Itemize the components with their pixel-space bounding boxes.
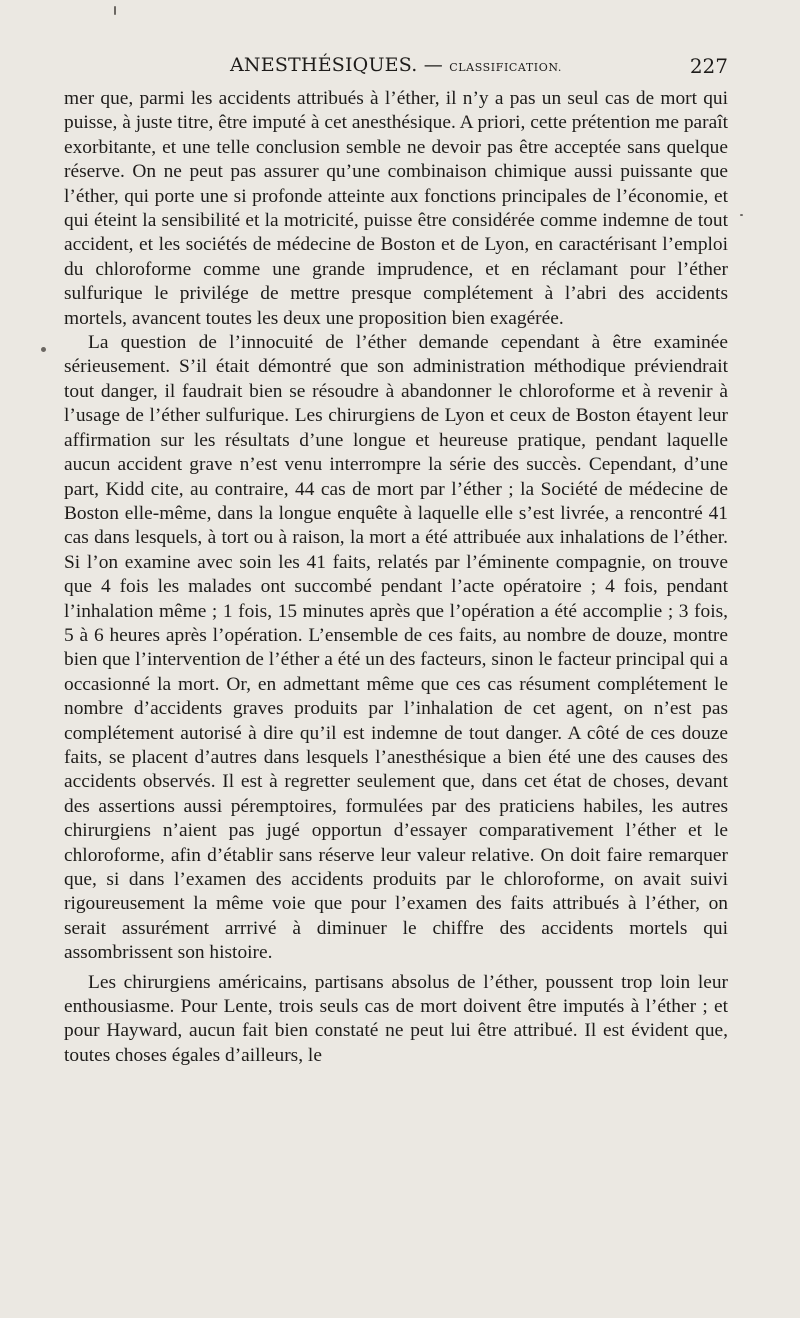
paragraph-2: La question de l’innocuité de l’éther demande cependant à être examinée sérieusement. S’il était démontré que son administration méthodique préviendrait tout danger, il faudrait bien se résoudre à abandonner le chloroforme et à revenir à l’usage de l’éther sulfurique. Les chirurgiens de Lyon et ceux de Boston étayent leur affirmation sur les résultats d’une longue et heureuse pratique, pendant laquelle aucun accident grave n’est venu interrompre la série des succès. Cependant, d’une part, Kidd cite, au contraire, 44 cas de mort par l’éther ; la Société de médecine de Boston elle-même, dans la longue enquête à laquelle elle s’est livrée, a rencontré 41 cas dans lesquels, à tort ou à raison, la mort a été attribuée aux inhalations de l’éther. Si l’on examine avec soin les 41 faits, relatés par l’éminente compagnie, on trouve que 4 fois les malades ont succombé pendant l’acte opératoire ; 4 fois, pendant l’inhalation même ; 1 fois, 15 minutes après que l’opération a été accomplie ; 3 fois, 5 à 6 heures après l’opération. L’ensemble de ces faits, au nombre de douze, montre bien que l’intervention de l’éther a été un des facteurs, sinon le facteur principal qui a occasionné la mort. Or, en admettant même que ces cas résument complétement le nombre d’accidents graves produits par l’inhalation de cet agent, on n’est pas complétement autorisé à dire qu’il est indemne de tout danger. A côté de ces douze faits, se placent d’autres dans lesquels l’anesthésique a bien été une des causes des accidents observés. Il est à regretter seulement que, dans cet état de choses, devant des assertions aussi péremptoires, formulées par des praticiens habiles, les autres chirurgiens n’aient pas jugé opportun d’essayer comparativement l’éther et le chloroforme, afin d’établir sans réserve leur valeur relative. On doit faire remarquer que, si dans l’examen des accidents produits par le chloroforme, on avait suivi rigoureusement la même voie que pour l’examen des faits attribués à l’éther, on serait assurément arrrivé à diminuer le chiffre des accidents mortels qui assombrissent son histoire. xyxy=(64,332,728,964)
page-number: 227 xyxy=(689,54,728,78)
running-title xyxy=(64,54,728,76)
speck-mark xyxy=(41,347,46,352)
speck-mark xyxy=(114,6,116,15)
running-head xyxy=(64,54,728,84)
running-title-main: ANESTHÉSIQUES. xyxy=(230,54,418,76)
body-text xyxy=(64,87,728,1068)
running-title-section: CLASSIFICATION. xyxy=(449,61,562,74)
paragraph-3: Les chirurgiens américains, partisans absolus de l’éther, poussent trop loin leur enthousiasme. Pour Lente, trois seuls cas de mort doivent être imputés à l’éther ; et pour Hayward, aucun fait bien constaté ne peut lui être attribué. Il est évident que, toutes choses égales d’ailleurs, le xyxy=(64,971,728,1066)
paragraph-1: mer que, parmi les accidents attribués à l’éther, il n’y a pas un seul cas de mort qui puisse, à juste titre, être imputé à cet anesthésique. A priori, cette prétention me paraît exorbitante, et une telle conclusion semble ne devoir pas être acceptée sans quelque réserve. On ne peut pas assurer qu’une combinaison chimique aussi puissante que l’éther, qui porte une si profonde atteinte aux fonctions principales de l’économie, et qui éteint la sensibilité et la motricité, puisse être considérée comme indemne de tout accident, et les sociétés de médecine de Boston et de Lyon, en caractérisant l’emploi du chloroforme comme une grande imprudence, et en réclamant pour l’éther sulfurique le privilége de mettre presque complétement à l’abri des accidents mortels, avancent toutes les deux une proposition bien exagérée. xyxy=(64,88,728,329)
running-title-separator: — xyxy=(423,54,443,76)
speck-mark xyxy=(740,214,743,216)
